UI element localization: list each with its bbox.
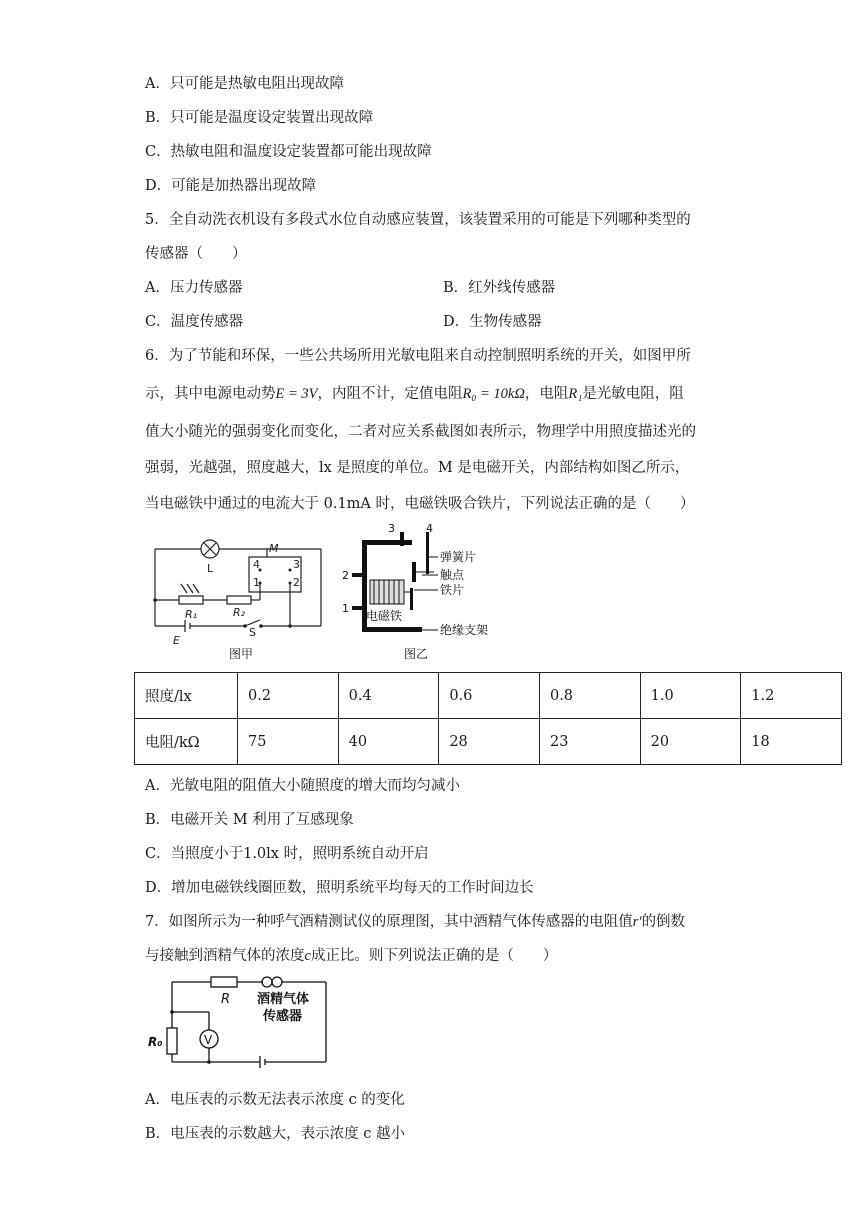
table-cell: 75 [238, 719, 339, 765]
terminal-3: 3 [293, 558, 300, 571]
q6-stem-line2 [145, 382, 684, 403]
q6-option-b: B．电磁开关 M 利用了互感现象 [145, 812, 354, 828]
figure-yi-caption: 图乙 [404, 647, 429, 661]
contact-label: 触点 [440, 568, 465, 582]
bracket-label: 绝缘支架 [440, 623, 489, 637]
q6-line2-text-b: ，内阻不计，定值电阻 [317, 386, 463, 402]
r2-label: R₂ [233, 606, 246, 619]
voltmeter-label: V [204, 1033, 213, 1047]
sensor-label-line2: 传感器 [263, 1009, 303, 1024]
terminal-4-label: 4 [426, 522, 433, 535]
table-cell: 0.6 [439, 673, 540, 719]
terminal-1: 1 [253, 576, 260, 589]
emf-label: E [173, 634, 180, 647]
lamp-label: L [207, 562, 214, 575]
q6-option-a: A．光敏电阻的阻值大小随照度的增大而均匀减小 [145, 778, 460, 794]
q4-option-a: A．只可能是热敏电阻出现故障 [145, 76, 344, 92]
table-cell: 18 [741, 719, 842, 765]
electromagnet-label: 电磁铁 [366, 609, 403, 623]
figure-jia-caption: 图甲 [229, 647, 254, 661]
q6-option-c: C．当照度小于1.0lx 时，照明系统自动开启 [145, 846, 429, 862]
q6-option-d: D．增加电磁铁线圈匝数，照明系统平均每天的工作时间边长 [145, 880, 534, 896]
table-row [135, 673, 842, 719]
sensor-label-line1: 酒精气体 [257, 992, 310, 1007]
q6-stem-line5: 当电磁铁中通过的电流大于 0.1mA 时，电磁铁吸合铁片，下列说法正确的是（ ） [145, 496, 695, 512]
q6-line2-text-d: 是光敏电阻，阻 [582, 386, 684, 402]
figure-jia-circuit [145, 528, 335, 668]
table-row [135, 719, 842, 765]
q4-option-d: D．可能是加热器出现故障 [145, 178, 317, 194]
q5-option-b: B．红外线传感器 [443, 280, 556, 296]
q7-r-prime: r′ [632, 914, 642, 930]
q6-line2-text-a: 示，其中电源电动势 [145, 386, 276, 402]
switch-s-label: S [249, 626, 256, 639]
table-cell: 20 [640, 719, 741, 765]
q6-emf: E = 3V [275, 386, 318, 402]
table-cell: 1.0 [640, 673, 741, 719]
q6-stem-line3: 值大小随光的强弱变化而变化，二者对应关系截图如表所示，物理学中用照度描述光的 [145, 424, 696, 440]
table-cell: 28 [439, 719, 540, 765]
table-cell: 电阻/kΩ [135, 719, 238, 765]
table-cell: 40 [338, 719, 439, 765]
q7-line1-text-b: 的倒数 [641, 914, 686, 930]
table-cell: 0.2 [238, 673, 339, 719]
q7-option-a: A．电压表的示数无法表示浓度 c 的变化 [145, 1092, 405, 1108]
q7-stem-line1 [145, 910, 685, 931]
q7-line2-text-b: 成正比。则下列说法正确的是（ ） [310, 948, 558, 964]
table-cell: 0.4 [338, 673, 439, 719]
terminal-1-label: 1 [342, 602, 349, 615]
q5-stem-line1: 5．全自动洗衣机设有多段式水位自动感应装置，该装置采用的可能是下列哪种类型的 [145, 212, 691, 228]
figure-yi-switch [338, 520, 508, 665]
q5-option-a: A．压力传感器 [145, 280, 243, 296]
illuminance-resistance-table [134, 672, 842, 765]
terminal-2: 2 [293, 576, 300, 589]
table-cell: 0.8 [539, 673, 640, 719]
q5-option-c: C．温度传感器 [145, 314, 244, 330]
table-cell: 1.2 [741, 673, 842, 719]
r1-label: R₁ [185, 608, 198, 621]
q6-stem-line1: 6．为了节能和环保，一些公共场所用光敏电阻来自动控制照明系统的开关，如图甲所 [145, 348, 691, 364]
q7-line2-text-a: 与接触到酒精气体的浓度 [145, 948, 305, 964]
terminal-3-label: 3 [388, 522, 395, 535]
resistor-r-label: R [221, 992, 231, 1007]
terminal-4: 4 [253, 558, 260, 571]
q6-r1-symbol: R₁ [568, 386, 583, 402]
q6-line2-text-c: ，电阻 [524, 386, 569, 402]
table-cell: 照度/lx [135, 673, 238, 719]
q7-stem-line2 [145, 944, 557, 965]
spring-label: 弹簧片 [440, 550, 477, 564]
iron-sheet-label: 铁片 [440, 583, 465, 597]
terminal-2-label: 2 [342, 569, 349, 582]
q6-r0-value: R₀ = 10kΩ [462, 386, 525, 402]
switch-m-label: M [269, 542, 279, 555]
q4-option-c: C．热敏电阻和温度设定装置都可能出现故障 [145, 144, 432, 160]
q7-option-b: B．电压表的示数越大，表示浓度 c 越小 [145, 1126, 405, 1142]
q7-line1-text-a: 7．如图所示为一种呼气酒精测试仪的原理图，其中酒精气体传感器的电阻值 [145, 914, 633, 930]
q4-option-b: B．只可能是温度设定装置出现故障 [145, 110, 374, 126]
resistor-r0-label: R₀ [148, 1035, 163, 1049]
breathalyzer-circuit [145, 974, 335, 1074]
q7-concentration-symbol: c [304, 948, 311, 964]
table-cell: 23 [539, 719, 640, 765]
q6-stem-line4: 强弱，光越强，照度越大，lx 是照度的单位。M 是电磁开关，内部结构如图乙所示， [145, 460, 690, 476]
q5-stem-line2: 传感器（ ） [145, 246, 247, 262]
q5-option-d: D．生物传感器 [443, 314, 542, 330]
